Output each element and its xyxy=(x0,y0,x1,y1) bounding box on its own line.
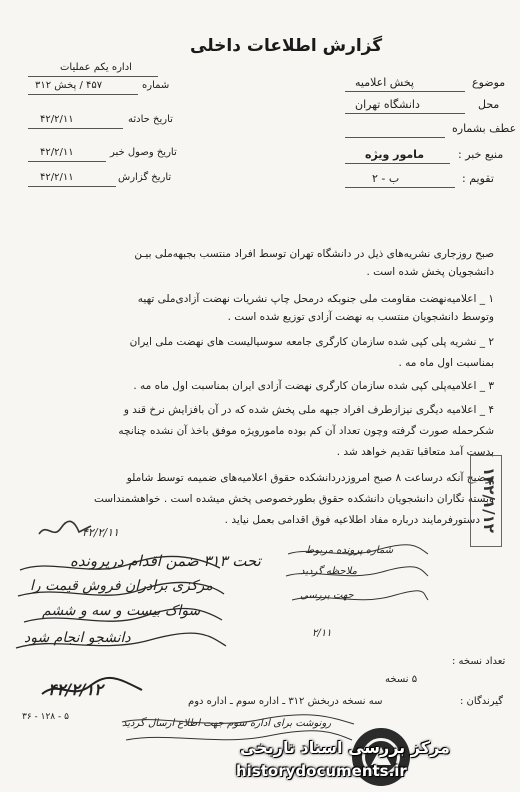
initials-signature xyxy=(35,518,95,542)
copies-label: تعداد نسخه : xyxy=(452,656,506,667)
handwritten-scribble xyxy=(10,548,230,658)
document-title: گزارش اطلاعات داخلی xyxy=(190,36,383,56)
recipients-label: گیرندگان : xyxy=(460,696,504,707)
registry-stamp: ۱۴۲/۱/۱۲ xyxy=(480,467,498,533)
right-note-scribble xyxy=(282,542,432,632)
evaluation-value: ب - ۲ xyxy=(372,172,400,185)
report-date-label: تاریخ گزارش xyxy=(118,172,172,183)
body-line: شکرحمله صورت گرفته وچون تعداد آن کم بوده مامورویژه موفق باخذ آن نشده چنانچه xyxy=(118,425,494,437)
handwritten-note-line: تحت ۳۱۳ ضمن اقدام درپرونده xyxy=(70,552,261,570)
place-value: دانشگاه تهران xyxy=(355,98,420,111)
body-line: صبح روزجاری نشریه‌های ذیل در دانشگاه تهران توسط افراد منتسب بجبهه‌ملی بیـن xyxy=(134,248,494,260)
handwritten-right-line: جهت بررسی xyxy=(300,590,354,601)
place-label: محل xyxy=(478,98,500,111)
handwritten-right-line: ۲/۱۱ xyxy=(312,628,332,639)
body-line: ۱ _ اعلامیه‌نهضت مقاومت ملی جنوبکه درمحل چاپ نشریات نهضت آزادی‌ملی تهیه xyxy=(137,293,494,305)
recipients-value: سه نسخه دربخش ۳۱۲ ـ اداره سوم ـ اداره دوم xyxy=(188,696,383,707)
body-line: وتوسط دانشجویان منتسب به نهضت آزادی توزیع شده است . xyxy=(227,311,494,323)
handwritten-note-line: مرکزی برادران فروش قیمت را xyxy=(30,578,213,594)
received-date-value: ۴۲/۲/۱۱ xyxy=(40,147,74,158)
incident-date-value: ۴۲/۲/۱۱ xyxy=(40,114,74,125)
body-line: ۲ _ نشریه پلی کپی شده سازمان کارگری جامعه سوسیالیست های نهضت ملی ایران xyxy=(129,336,494,348)
body-line: دانشجویان پخش شده است . xyxy=(366,266,494,278)
body-line: دستورفرمایند درباره مفاد اطلاعیه فوق اقدامی بعمل نیاید . xyxy=(224,514,480,526)
body-line: ۴ _ اعلامیه دیگری نیزازطرف افراد جبهه ملی پخش شده که در آن بافزایش نرخ قند و xyxy=(123,404,494,416)
evaluation-label: تقویم : xyxy=(462,172,494,185)
bottom-handwritten-date: ۴۲/۲/۱۲ xyxy=(48,680,103,699)
handwritten-right-line: ملاحظه گردید xyxy=(300,566,358,577)
received-date-label: تاریخ وصول خبر xyxy=(110,147,177,158)
source-label: منبع خبر : xyxy=(458,148,504,161)
handwritten-note-line: دانشجو انجام شود xyxy=(24,630,131,646)
reference-label: عطف بشماره xyxy=(452,122,517,135)
handwritten-date: ۴۲/۲/۱۱ xyxy=(82,526,119,539)
number-label: شماره xyxy=(142,80,170,91)
incident-date-label: تاریخ حادثه xyxy=(128,114,173,125)
body-line: ۳ _ اعلامیه‌پلی کپی شده سازمان کارگری نهضت آزادی ایران بمناسبت اول ماه مه . xyxy=(133,380,494,392)
subject-value: پخش اعلامیه xyxy=(355,76,414,89)
office-name: اداره یکم عملیات xyxy=(60,62,132,73)
body-line: بدست آمد متعاقبا تقدیم خواهد شد . xyxy=(336,446,494,458)
body-line: بمناسبت اول ماه مه . xyxy=(398,357,494,369)
source-value: مامور ویژه xyxy=(365,148,425,161)
watermark-url: historydocuments.ir xyxy=(236,762,407,780)
number-value: ۴۵۷ / پخش ۳۱۲ xyxy=(35,80,103,91)
document-code: ۳۶ - ۱۲۸ - ۵ xyxy=(22,712,69,722)
handwritten-note-line: سواک بیست و سه و ششم xyxy=(42,603,201,619)
body-line: وبسته نگاران دانشجویان دانشکده حقوق بطورخصوصی پخش میشده است . خواهشمنداست xyxy=(94,493,494,505)
bottom-signature xyxy=(38,674,148,704)
body-line: توضیح آنکه درساعت ۸ صبح امروزدردانشکده حقوق اعلامیه‌های ضمیمه توسط شاملو xyxy=(126,472,494,484)
subject-label: موضوع xyxy=(472,76,506,89)
copies-value: ۵ نسخه xyxy=(385,674,418,685)
report-date-value: ۴۲/۲/۱۱ xyxy=(40,172,74,183)
watermark-name: مرکز بررسی اسناد تاریخی xyxy=(240,738,450,757)
handwritten-right-line: شماره پرونده مربوط xyxy=(305,545,394,556)
bottom-handwritten-note: رونوشت برای اداره سوم جهت اطلاع ارسال گردید xyxy=(122,718,332,729)
